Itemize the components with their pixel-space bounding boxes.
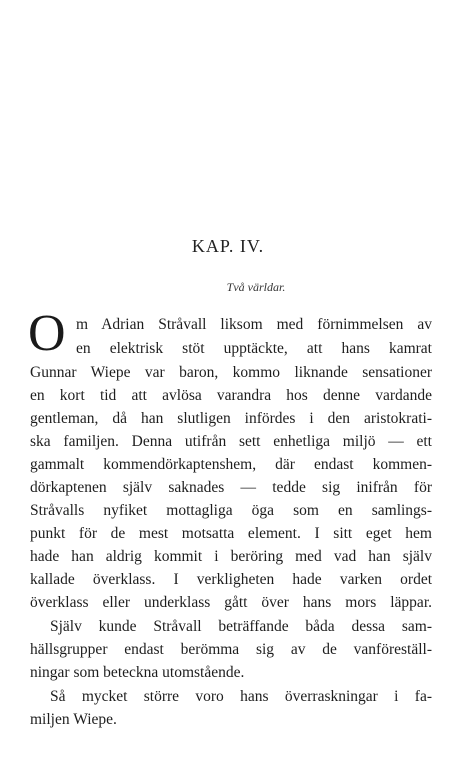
text-line-11: hade han aldrig kommit i beröring med vad han själv bbox=[30, 548, 432, 565]
text-line-12: kallade överklass. I verkligheten hade varken ordet bbox=[30, 571, 432, 588]
text-line-8: dörkaptenen själv saknades — tedde sig inifrån för bbox=[30, 479, 432, 496]
chapter-heading: KAP. IV. bbox=[191, 236, 265, 256]
text-line-10: punkt för de mest motsatta element. I sitt eget hem bbox=[30, 525, 432, 542]
text-line-14: Själv kunde Stråvall beträffande båda dessa sam- bbox=[50, 618, 432, 635]
text-line-16: ningar som beteckna utomstående. bbox=[30, 664, 245, 681]
text-line-3: Gunnar Wiepe var baron, kommo liknande sensationer bbox=[30, 364, 432, 381]
text-line-2: en elektrisk stöt upptäckte, att hans kamrat bbox=[76, 340, 432, 357]
drop-cap: O bbox=[28, 305, 66, 362]
text-line-9: Stråvalls nyfiket mottagliga öga som en samlings- bbox=[30, 502, 432, 519]
text-line-6: ska familjen. Denna utifrån sett enhetliga miljö — ett bbox=[30, 433, 432, 450]
text-line-17: Så mycket större voro hans överraskningar i fa- bbox=[50, 688, 432, 705]
text-line-4: en kort tid att avlösa varandra hos denne vardande bbox=[30, 387, 432, 404]
text-line-15: hällsgrupper endast berömma sig av de vanföreställ- bbox=[30, 641, 432, 658]
chapter-subtitle: Två världar. bbox=[226, 280, 286, 294]
text-line-18: miljen Wiepe. bbox=[30, 711, 117, 728]
text-line-13: överklass eller underklass gått över hans mors läppar. bbox=[30, 594, 432, 611]
text-line-5: gentleman, då han slutligen infördes i den aristokrati- bbox=[30, 410, 432, 427]
text-line-7: gammalt kommendörkaptenshem, där endast kommen- bbox=[30, 456, 432, 473]
text-line-1: m Adrian Stråvall liksom med förnimmelsen av bbox=[76, 316, 432, 333]
